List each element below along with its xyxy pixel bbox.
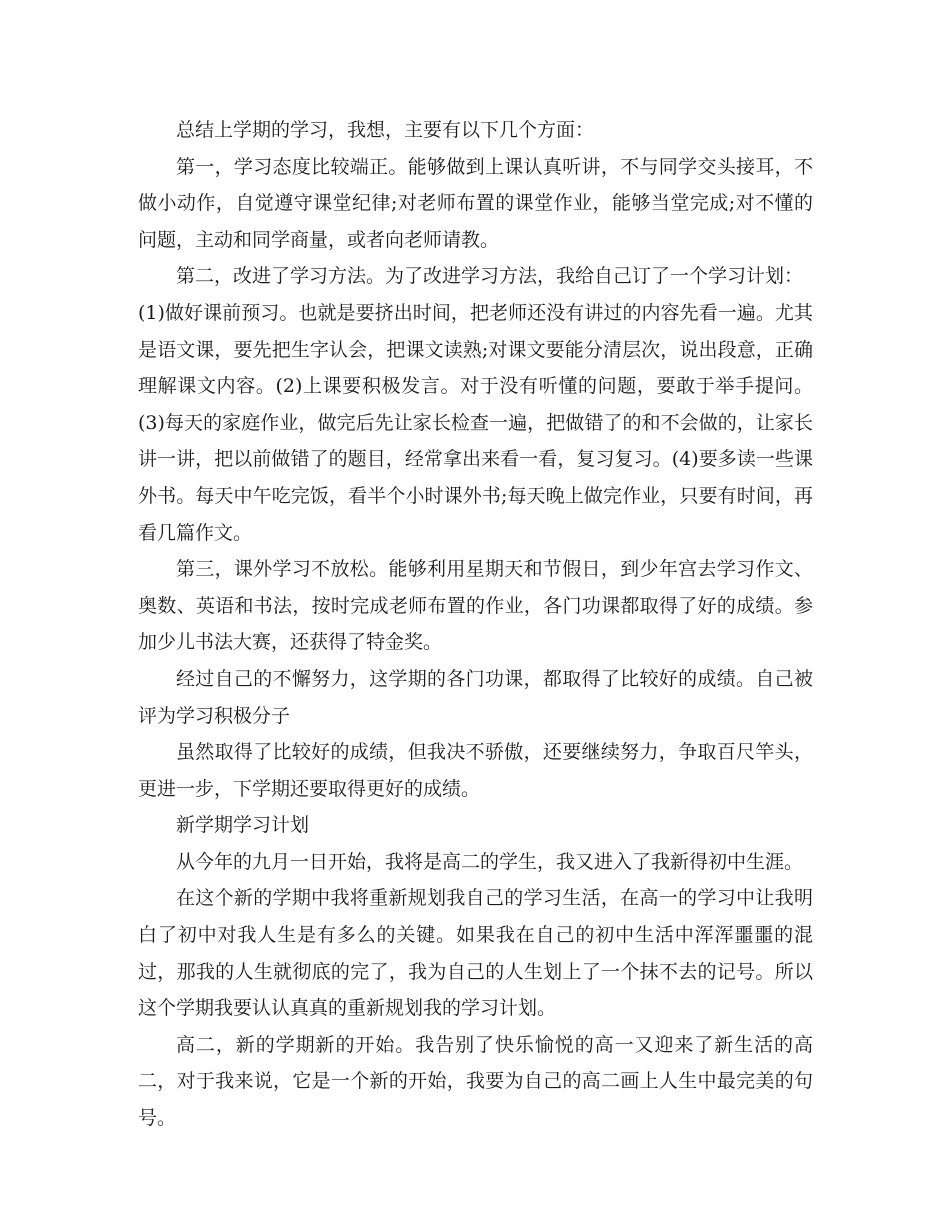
section-heading-new-plan: 新学期学习计划 — [176, 814, 310, 837]
paragraph-study-plan-items: (1)做好课前预习。也就是要挤出时间，把老师还没有讲过的内容先看一遍。尤其是语文课，要先把生字认会，把课文读熟;对课文要能分清层次，说出段意，正确理解课文内容。(2)上课要积极发言。对于没有听懂的问题，要敢于举手提问。(3)每天的家庭作业，做完后先让家长检查一遍，把做错了的和不会做的，让家长讲一讲，把以前做错了的题目，经常拿出来看一看，复习复习。(4)要多读一些课外书。每天中午吃完饭，看半个小时课外书;每天晚上做完作业，只要有时间，再看几篇作文。 — [138, 301, 813, 544]
document-body — [138, 112, 813, 1137]
paragraph-replanning: 在这个新的学期中我将重新规划我自己的学习生活，在高一的学习中让我明白了初中对我人生是有多么的关键。如果我在自己的初中生活中浑浑噩噩的混过，那我的人生就彻底的完了，我为自己的人生划上了一个抹不去的记号。所以这个学期我要认认真真的重新规划我的学习计划。 — [138, 887, 813, 1020]
paragraph-new-term-start: 从今年的九月一日开始，我将是高二的学生，我又进入了我新得初中生涯。 — [176, 850, 804, 873]
paragraph-summary-intro: 总结上学期的学习，我想，主要有以下几个方面： — [176, 119, 595, 141]
paragraph-new-beginning: 高二，新的学期新的开始。我告别了快乐愉悦的高一又迎来了新生活的高二，对于我来说，它是一个新的开始，我要为自己的高二画上人生中最完美的句号。 — [138, 1033, 813, 1130]
paragraph-resolution: 虽然取得了比较好的成绩，但我决不骄傲，还要继续努力，争取百尺竿头，更进一步，下学期还要取得更好的成绩。 — [138, 741, 813, 800]
paragraph-first-point: 第一，学习态度比较端正。能够做到上课认真听讲，不与同学交头接耳，不做小动作，自觉遵守课堂纪律;对老师布置的课堂作业，能够当堂完成;对不懂的问题，主动和同学商量，或者向老师请教。 — [138, 155, 813, 251]
paragraph-second-point: 第二，改进了学习方法。为了改进学习方法，我给自己订了一个学习计划： — [176, 265, 804, 288]
paragraph-achievement: 经过自己的不懈努力，这学期的各门功课，都取得了比较好的成绩。自己被评为学习积极分子 — [138, 667, 813, 727]
paragraph-third-point: 第三，课外学习不放松。能够利用星期天和节假日，到少年宫去学习作文、奥数、英语和书法，按时完成老师布置的作业，各门功课都取得了好的成绩。参加少儿书法大赛，还获得了特金奖。 — [138, 558, 813, 654]
